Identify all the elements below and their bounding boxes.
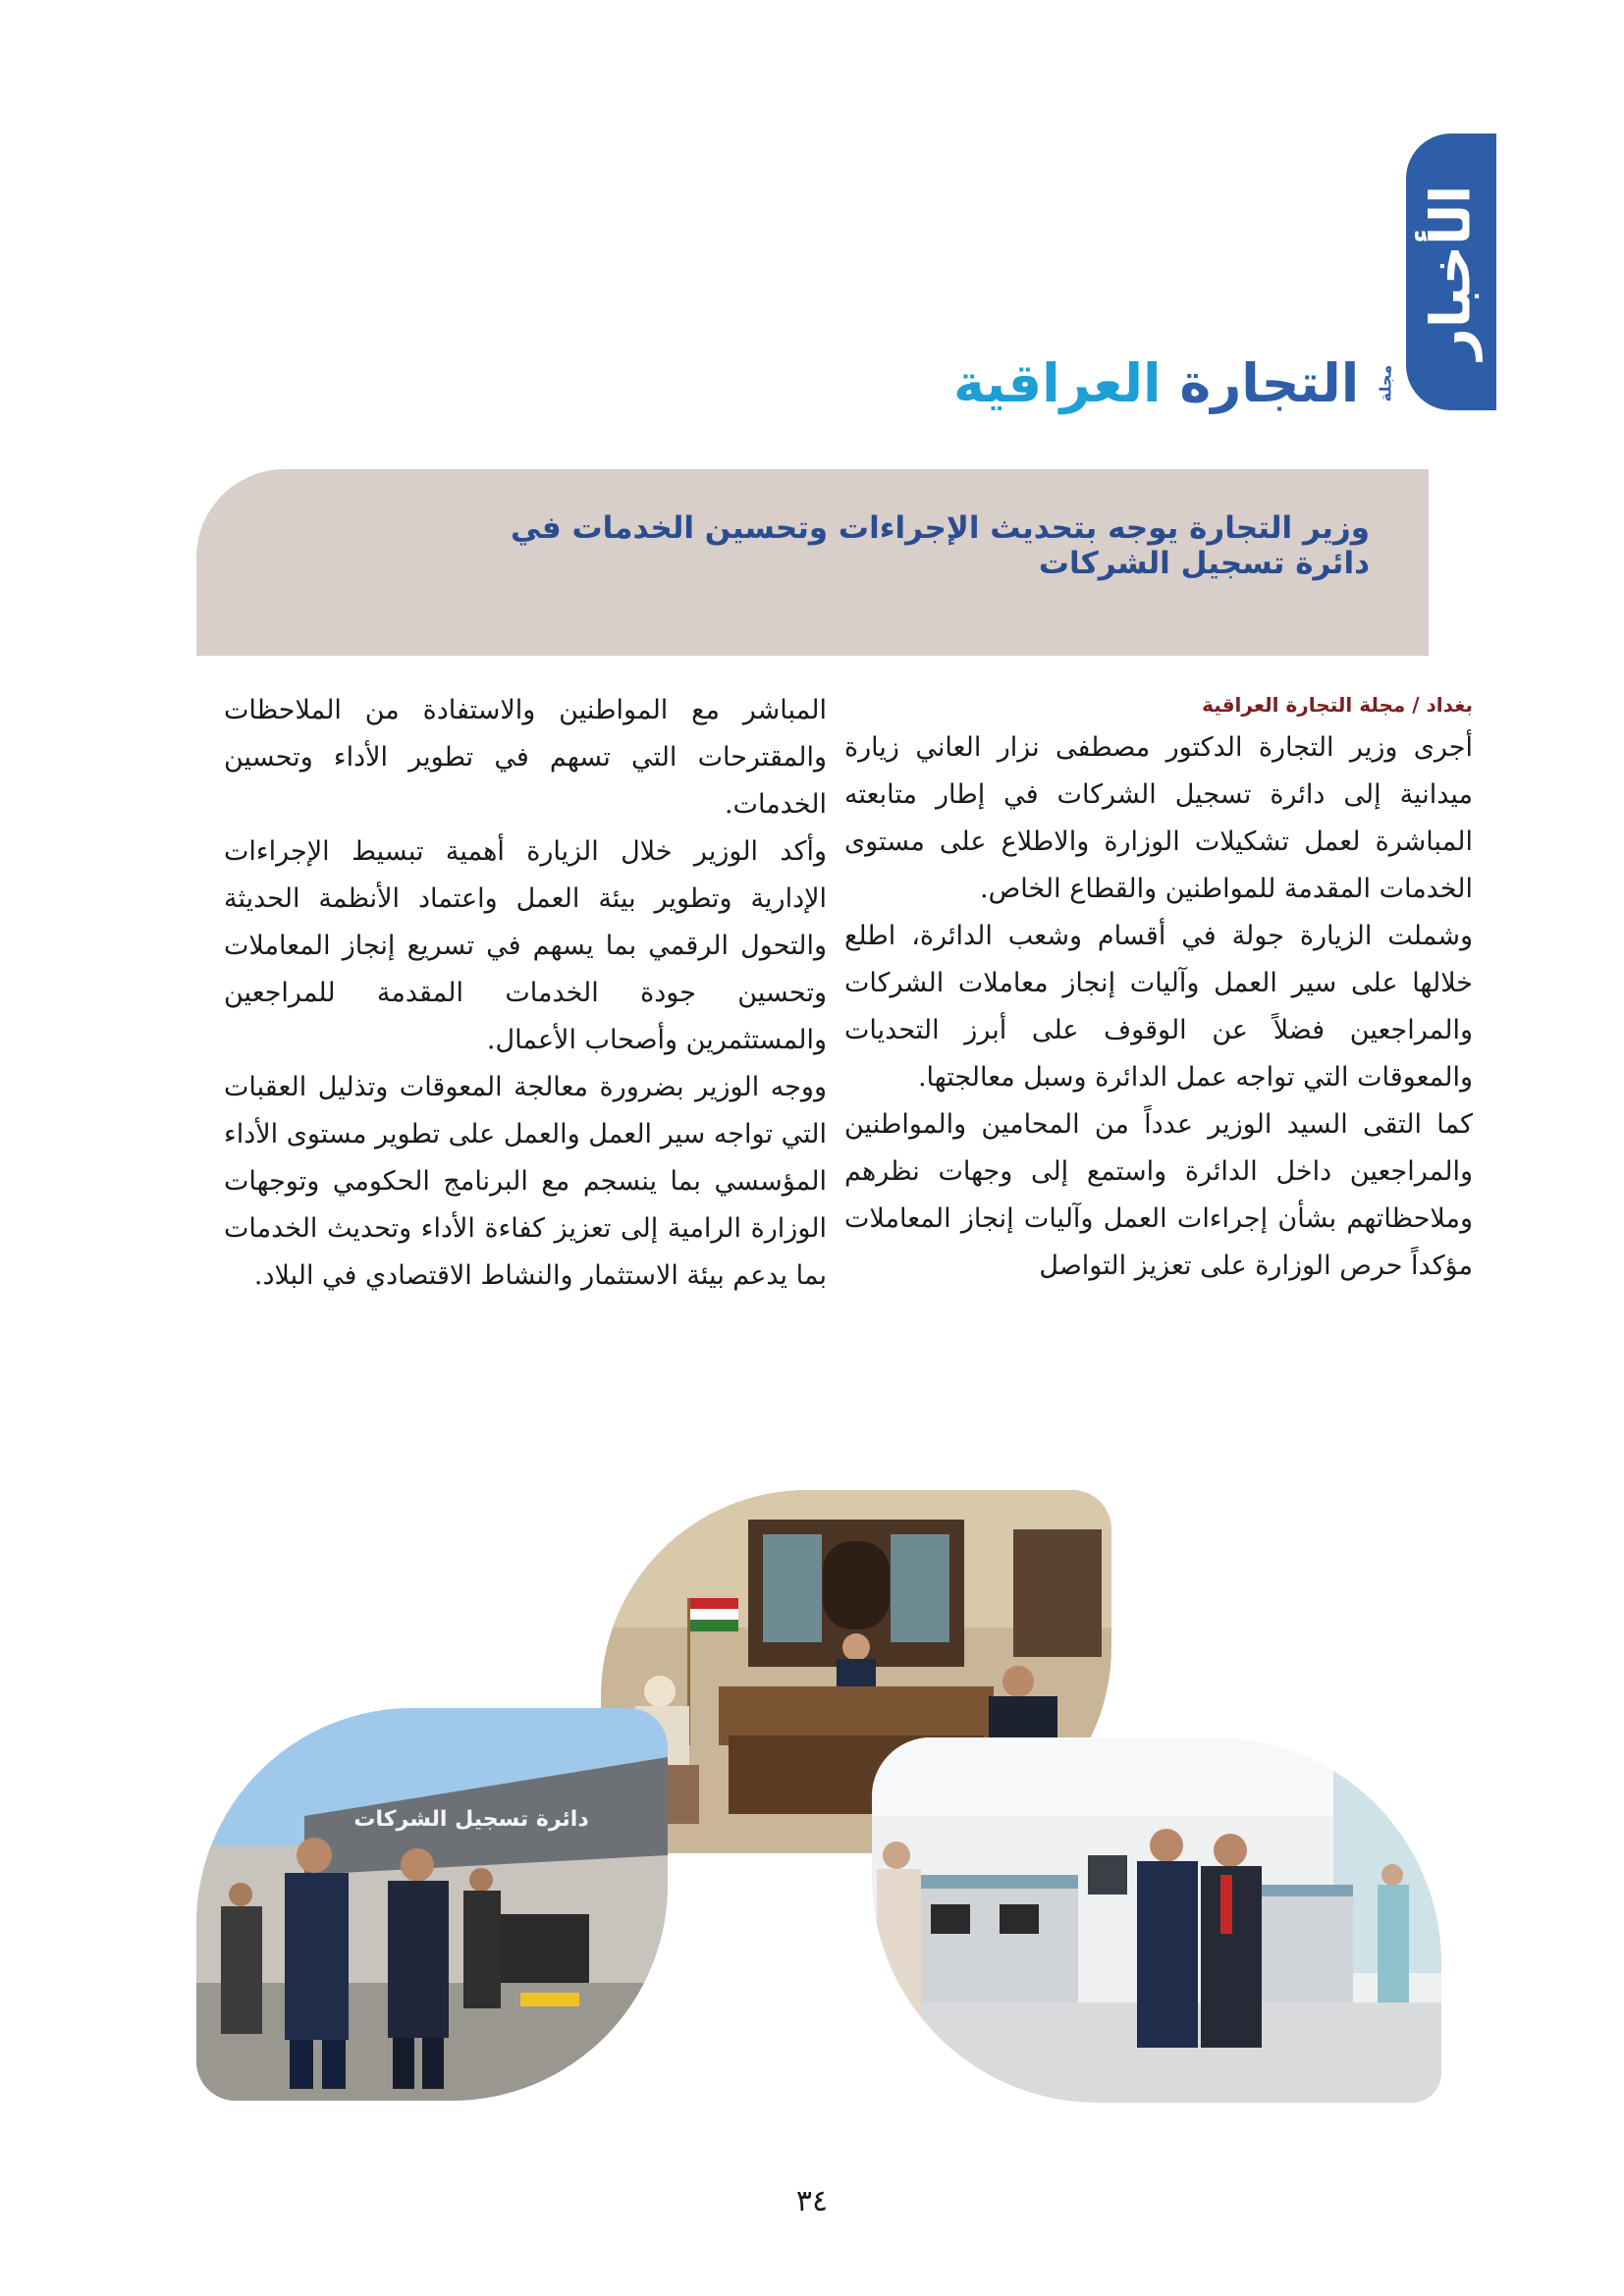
logo-main-text: التجارة العراقية (953, 351, 1360, 414)
photo-building-exterior (196, 1708, 668, 2101)
paragraph: وشملت الزيارة جولة في أقسام وشعب الدائرة، اطلع خلالها على سير العمل وآليات إنجاز معاملات الشركات والمراجعين فضلاً عن الوقوف على أبرز التحديات والمعوقات التي تواجه عمل الدائرة وسبل معالجتها. (844, 921, 1473, 1093)
article-column-left (224, 687, 827, 1300)
section-label: الأخبار (1419, 185, 1484, 359)
page-number: ٣٤ (795, 2184, 829, 2218)
section-tab (1406, 133, 1496, 410)
headline-band (196, 469, 1429, 656)
building-sign: دائرة تسجيل الشركات (353, 1807, 589, 1832)
article-column-right (844, 687, 1473, 1290)
paragraph: وأكد الوزير خلال الزيارة أهمية تبسيط الإجراءات الإدارية وتطوير بيئة العمل واعتماد الأنظمة الحديثة والتحول الرقمي بما يسهم في تسريع إنجاز المعاملات وتحسين جودة الخدمات المقدمة للمراجعين والمستثمرين وأصحاب الأعمال. (224, 836, 827, 1055)
article-byline: بغداد / مجلة التجارة العراقية (1202, 693, 1473, 717)
paragraph: ووجه الوزير بضرورة معالجة المعوقات وتذليل العقبات التي تواجه سير العمل والعمل على تطوير مستوى الأداء المؤسسي بما ينسجم مع البرنامج الحكومي وتوجهات الوزارة الرامية إلى تعزيز كفاءة الأداء وتحديث الخدمات بما يدعم بيئة الاستثمار والنشاط الاقتصادي في البلاد. (224, 1072, 827, 1291)
article-headline: وزير التجارة يوجه بتحديث الإجراءات وتحسين الخدمات في دائرة تسجيل الشركات (511, 510, 1370, 581)
paragraph: المباشر مع المواطنين والاستفادة من الملاحظات والمقترحات التي تسهم في تطوير الأداء وتحسين الخدمات. (224, 695, 827, 820)
paragraph: كما التقى السيد الوزير عدداً من المحامين والمواطنين والمراجعين داخل الدائرة واستمع إلى وجهات نظرهم وملاحظاتهم بشأن إجراءات العمل وآليات إنجاز المعاملات مؤكداً حرص الوزارة على تعزيز التواصل (844, 1109, 1473, 1281)
logo-small-text: مجلة (1376, 364, 1395, 401)
paragraph: أجرى وزير التجارة الدكتور مصطفى نزار العاني زيارة ميدانية إلى دائرة تسجيل الشركات في إطار متابعته المباشرة لعمل تشكيلات الوزارة والاطلاع على مستوى الخدمات المقدمة للمواطنين والقطاع الخاص. (844, 732, 1473, 904)
magazine-logo (953, 344, 1404, 422)
photo-office-tour (872, 1737, 1441, 2103)
